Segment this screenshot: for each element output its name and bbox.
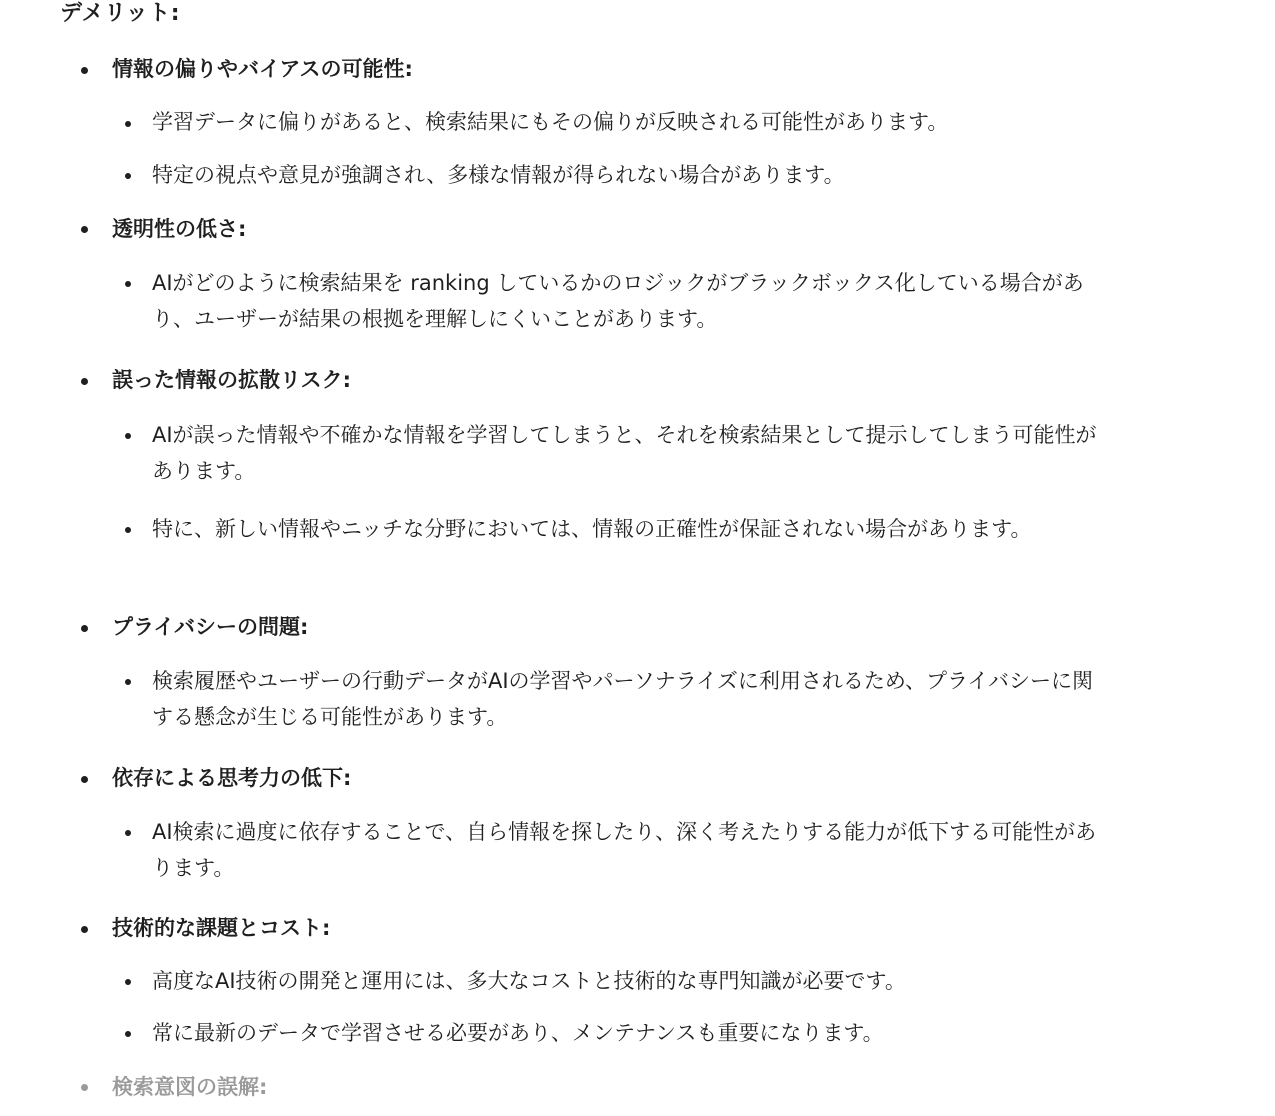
bullet-icon <box>81 67 88 74</box>
sub-item-text: AIがどのように検索結果を ranking しているかのロジックがブラックボックス化している場合があり、ユーザーが結果の根拠を理解しにくいことがあります。 <box>152 271 1084 331</box>
item-title: 依存による思考力の低下: <box>112 766 352 790</box>
item-title: 情報の偏りやバイアスの可能性: <box>112 57 413 81</box>
bullet-icon <box>81 1084 88 1091</box>
sub-item-text: 学習データに偏りがあると、検索結果にもその偏りが反映される可能性があります。 <box>152 110 949 134</box>
bullet-icon <box>125 121 131 127</box>
item-title: 誤った情報の拡散リスク: <box>112 368 351 392</box>
bullet-icon <box>81 378 88 385</box>
sub-item-text: AIが誤った情報や不確かな情報を学習してしまうと、それを検索結果として提示してしまう可能性があります。 <box>152 423 1097 483</box>
bullet-icon <box>125 173 131 179</box>
bullet-icon <box>81 776 88 783</box>
bullet-icon <box>125 979 131 985</box>
bullet-icon <box>81 226 88 233</box>
bullet-icon <box>125 281 131 287</box>
bullet-icon <box>81 926 88 933</box>
sub-item-text: AI検索に過度に依存することで、自ら情報を探したり、深く考えたりする能力が低下する可能性があります。 <box>152 820 1097 880</box>
sub-item-text: 特定の視点や意見が強調され、多様な情報が得られない場合があります。 <box>152 163 845 187</box>
sub-item-text: 常に最新のデータで学習させる必要があり、メンテナンスも重要になります。 <box>152 1021 884 1045</box>
item-title: 検索意図の誤解: <box>112 1075 268 1099</box>
section-heading: デメリット: <box>60 1 181 26</box>
sub-item-text: 特に、新しい情報やニッチな分野においては、情報の正確性が保証されない場合があります。 <box>152 517 1032 541</box>
bullet-icon <box>125 433 131 439</box>
item-title: プライバシーの問題: <box>112 615 309 639</box>
bullet-icon <box>125 679 131 685</box>
item-title: 透明性の低さ: <box>112 217 247 241</box>
sub-item-text: 検索履歴やユーザーの行動データがAIの学習やパーソナライズに利用されるため、プライバシーに関する懸念が生じる可能性があります。 <box>152 669 1093 729</box>
bullet-icon <box>125 527 131 533</box>
item-title: 技術的な課題とコスト: <box>112 916 331 940</box>
sub-item-text: 高度なAI技術の開発と運用には、多大なコストと技術的な専門知識が必要です。 <box>152 969 906 993</box>
bullet-icon <box>125 1031 131 1037</box>
bullet-icon <box>125 830 131 836</box>
bullet-icon <box>81 625 88 632</box>
